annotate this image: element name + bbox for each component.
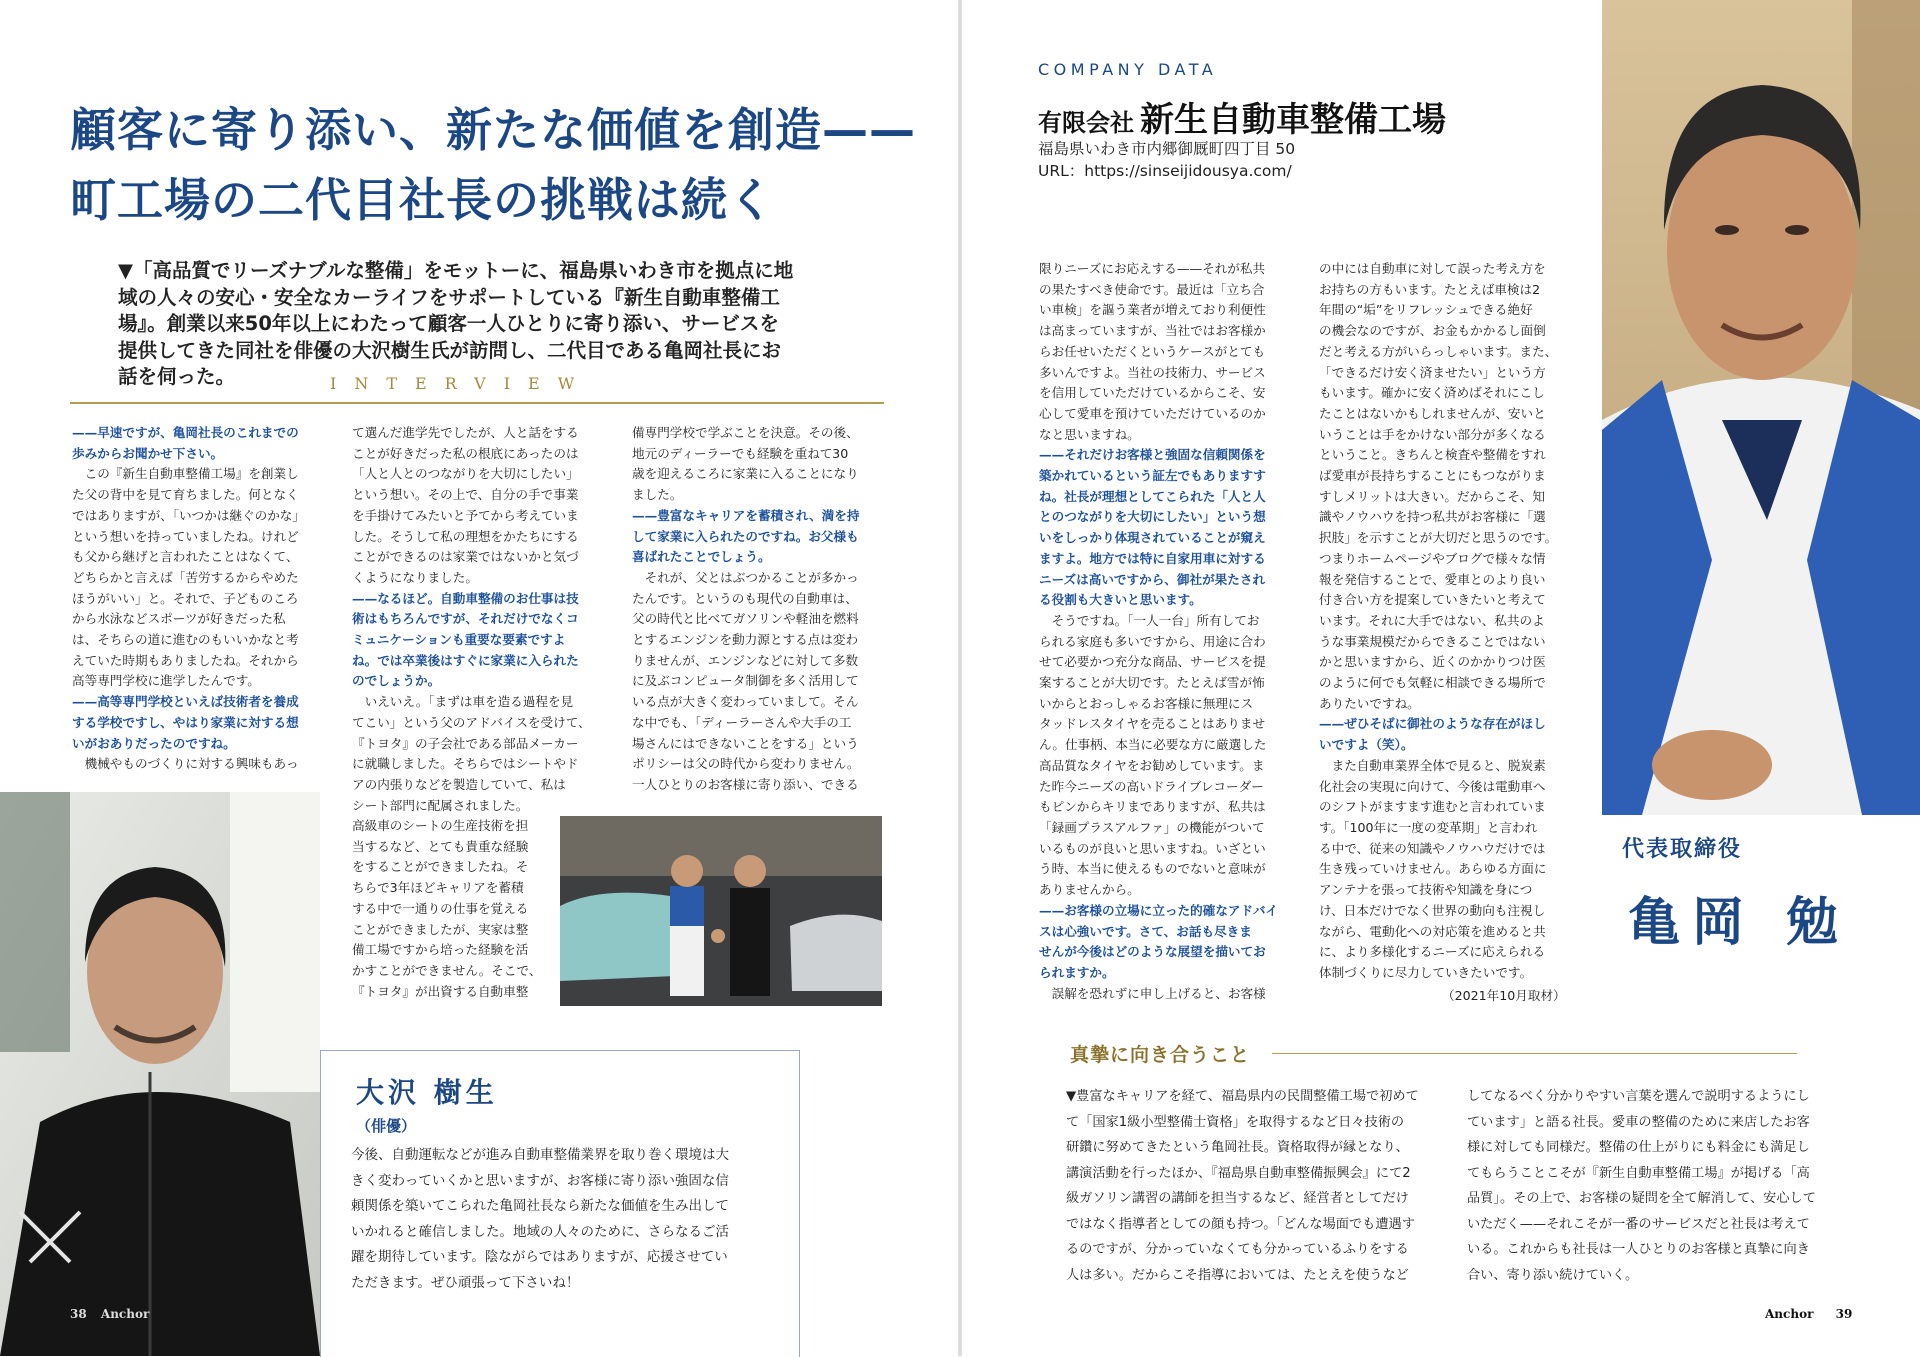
- text-line: 「できるだけ安く済ませたい」という方: [1319, 364, 1546, 380]
- text-line: 「人と人とのつながりを大切にしたい」: [352, 466, 579, 482]
- summary-column-1: [1066, 1084, 1419, 1288]
- interviewer-question-line: いをしっかり体現されていることが窺え: [1039, 530, 1266, 546]
- interviewer-question-line: ——高等専門学校といえば技術者を養成: [72, 694, 299, 710]
- text-line: ほうがいい」と。それで、子どものころ: [72, 590, 299, 606]
- company-address: 福島県いわき市内郷御厩町四丁目 50: [1038, 140, 1296, 158]
- company-main-name: 新生自動車整備工場: [1140, 100, 1446, 140]
- interviewer-question-line: する学校ですし、やはり家業に対する想: [72, 714, 299, 730]
- interviewer-question-line: 歩みからお聞かせ下さい。: [72, 445, 224, 461]
- text-line: アンテナを張って技術や知識を身につ: [1319, 882, 1533, 898]
- text-line: した。そうして私の理想をかたちにする: [352, 528, 579, 544]
- text-line: いただく——それこそが一番のサービスだと社長は考えて: [1467, 1216, 1810, 1232]
- folio-right: [1765, 1307, 1852, 1321]
- section-rule: [1272, 1053, 1797, 1054]
- text-line: いかれると確信しました。地域の人々のために、さらなるご活: [351, 1223, 729, 1240]
- text-line: は、そちらの道に進むのもいいかなと考: [72, 632, 299, 648]
- text-line: そうですね。「一人一台」所有してお: [1039, 612, 1260, 628]
- text-line: 年間の“垢”をリフレッシュできる絶好: [1319, 302, 1533, 318]
- text-line: う時、本当に使えるものでないと意味が: [1039, 861, 1266, 877]
- text-line: てもらうことこそが『新生自動車整備工場』が掲げる「高: [1467, 1165, 1810, 1181]
- text-line: 体制づくりに尽力していきたいです。: [1319, 964, 1533, 980]
- text-line: ことが好きだった私の根底にあったのは: [352, 445, 579, 461]
- text-line: ありたいですね。: [1319, 695, 1420, 711]
- text-line: 機械やものづくりに対する興味もあっ: [72, 756, 299, 772]
- text-line: い車検」を謳う業者が増えており利便性: [1039, 302, 1266, 318]
- interviewer-question-line: ——なるほど。自動車整備のお仕事は技: [352, 590, 579, 606]
- text-line: た父の背中を見て育ちました。何となく: [72, 487, 299, 503]
- interviewer-question-line: 築かれているという証左でもありますす: [1039, 468, 1266, 484]
- page-number-right: 39: [1835, 1307, 1853, 1321]
- interview-column-1: [72, 423, 305, 775]
- text-line: 頼関係を築いてこられた亀岡社長なら新たな価値を生み出して: [351, 1198, 729, 1214]
- text-line: られる家庭も多いですから、用途に合わ: [1039, 633, 1266, 649]
- interviewer-question-line: ね。社長が理想としてこられた「人と人: [1039, 488, 1266, 504]
- text-line: お持ちの方もいます。たとえば車検は2: [1319, 281, 1541, 297]
- text-line: は高まっていますが、当社ではお客様か: [1039, 323, 1266, 339]
- text-line: て「国家1級小型整備士資格」を取得するなど日々技術の: [1066, 1114, 1405, 1130]
- interviewer-question-line: せんが今後はどのような展望を描いてお: [1039, 944, 1266, 960]
- text-line: います。それに大手ではない、私共のよ: [1319, 612, 1545, 628]
- text-line: 「録画プラスアルファ」の機能がついて: [1039, 819, 1265, 835]
- company-name: [1038, 92, 1446, 141]
- text-line: 付き合い方を提案していきたいと考えて: [1319, 592, 1546, 608]
- text-line: 備工場ですから培った経験を活: [352, 942, 529, 958]
- summary-column-2: [1467, 1084, 1816, 1288]
- text-line: シート部門に配属されました。: [352, 797, 529, 813]
- text-line: 歳を迎えるころに家業に入ることになり: [632, 466, 859, 482]
- text-line: 高等専門学校に進学したんです。: [72, 673, 260, 689]
- text-line: くようになりました。: [352, 569, 478, 585]
- text-line: ことができるのは家業ではないかと気づ: [352, 549, 579, 565]
- text-line: すしメリットは大きい。だからこそ、知: [1319, 488, 1545, 504]
- text-line: 様に対しても同様だ。整備の仕上がりにも料金にも満足し: [1467, 1140, 1810, 1155]
- text-line: 誤解を恐れずに申し上げると、お客様: [1039, 985, 1266, 1001]
- text-line: だと考える方がいらっしゃいます。また、: [1319, 343, 1558, 359]
- text-line: に、より多様化するニーズに応えられる: [1319, 944, 1546, 960]
- text-line: たんです。というのも現代の自動車は、: [632, 590, 858, 606]
- interviewer-question-line: いですよ（笑）。: [1319, 737, 1414, 753]
- text-line: 場さんにはできないことをする」という: [632, 735, 859, 751]
- interviewer-question-line: ミュニケーションも重要な要素ですよ: [352, 632, 566, 648]
- text-line: それが、父とはぶつかることが多かっ: [632, 569, 859, 585]
- text-line: いる点が大きく変わっていまして。そん: [632, 694, 859, 710]
- lead-paragraph: ▼「高品質でリーズナブルな整備」をモットーに、福島県いわき市を拠点に地域の人々の安心・安全なカーライフをサポートしている『新生自動車整備工場』。創業以来50年以上にわたって顧客一人ひとりに寄り添い、サービスを提供してきた同社を俳優の大沢樹生氏が訪問し、二代目である亀岡社長にお話を伺った。: [118, 259, 794, 388]
- company-data-label: COMPANY DATA: [1038, 60, 1218, 79]
- text-line: なと思いますね。: [1039, 426, 1140, 442]
- folio-left: [70, 1307, 149, 1321]
- text-line: 父の時代と比べてガソリンや軽油を燃料: [632, 611, 859, 627]
- interviewer-question-line: ね。では卒業後はすぐに家業に入られた: [352, 652, 579, 668]
- text-line: るのですが、分かっていなくても分かっているふりをする: [1066, 1242, 1409, 1257]
- text-line: を信用していただけているからこそ、安: [1039, 385, 1266, 401]
- text-line: 当するなど、とても貴重な経験: [352, 838, 529, 854]
- text-line: 備専門学校で学ぶことを決意。その後、: [632, 425, 859, 440]
- interview-column-5: [1319, 259, 1557, 984]
- text-line: をすることができましたね。そ: [352, 859, 529, 875]
- handshake-photo: [560, 816, 882, 1006]
- text-line: に及ぶコンピュータ制御を多く活用して: [632, 673, 859, 689]
- company-prefix: 有限会社: [1038, 109, 1134, 137]
- interviewer-question-line: して家業に入られたのですね。お父様も: [632, 528, 859, 544]
- interviewer-question-line: 術はもちろんですが、それだけでなくコ: [352, 611, 579, 627]
- text-line: かと思いますから、近くのかかりつけ医: [1319, 654, 1546, 670]
- text-line: ▼豊富なキャリアを経て、福島県内の民間整備工場で初めて: [1066, 1089, 1419, 1104]
- text-line: の機会なのですが、お金もかかるし面倒: [1319, 323, 1546, 339]
- interview-column-3: [632, 423, 859, 796]
- text-line: てこい」という父のアドバイスを受けて、: [352, 714, 591, 730]
- text-line: 研鑽に努めてきたという亀岡社長。資格取得が縁となり、: [1066, 1140, 1409, 1155]
- interviewer-question-line: ——お客様の立場に立った的確なアドバイ: [1039, 902, 1279, 918]
- text-line: えていた時期もありましたね。それから: [72, 652, 299, 668]
- text-line: 『トヨタ』の子会社である部品メーカー: [352, 735, 579, 751]
- text-line: 多いんですよ。当社の技術力、サービス: [1039, 364, 1266, 380]
- page-number-left: 38: [70, 1307, 87, 1321]
- text-line: らお任せいただくというケースがとても: [1039, 343, 1266, 359]
- text-line: 合い、寄り添い続けていく。: [1467, 1267, 1639, 1283]
- text-line: もピンからキリまでありますが、私共は: [1039, 799, 1266, 815]
- headline-line-1: 顧客に寄り添い、新たな価値を創造——: [70, 103, 916, 157]
- interviewer-question-line: ——それだけお客様と強固な信頼関係を: [1039, 447, 1266, 463]
- text-line: いからとおっしゃるお客様に無理にス: [1039, 695, 1254, 711]
- text-line: 今後、自動運転などが進み自動車整備業界を取り巻く環境は大: [351, 1147, 729, 1163]
- text-line: ちらで3年ほどキャリアを蓄積: [352, 880, 524, 896]
- text-line: 報を発信することで、愛車とのより良い: [1319, 571, 1546, 587]
- text-line: のように何でも気軽に相談できる場所で: [1319, 675, 1546, 691]
- text-line: ありませんから。: [1039, 882, 1140, 898]
- interview-column-2-continued: [352, 816, 541, 1002]
- text-line: また自動車業界全体で見ると、脱炭素: [1319, 757, 1546, 773]
- interviewer-question-line: ——ぜひそばに御社のような存在がほし: [1319, 716, 1546, 732]
- text-line: この『新生自動車整備工場』を創業し: [72, 466, 299, 482]
- interviewer-question-line: スは心強いです。さて、お話も尽きま: [1039, 923, 1252, 939]
- text-line: ん。仕事柄、本当に必要な方に厳選した: [1039, 737, 1267, 753]
- text-line: いる。これからも社長は一人ひとりのお客様と真摯に向き: [1467, 1242, 1810, 1257]
- text-line: ただきます。ぜひ頑張って下さいね！: [351, 1274, 580, 1291]
- text-line: 限りニーズにお応えする——それが私共: [1039, 261, 1266, 276]
- ceo-portrait-photo: [1602, 0, 1920, 815]
- text-line: きく変わっていくかと思いますが、お客様に寄り添い強固な信: [351, 1172, 729, 1189]
- text-line: ことができましたが、実家は整: [352, 921, 529, 937]
- text-line: ました。: [632, 487, 683, 503]
- text-line: 級ガソリン講習の講師を担当するなど、経営者としてだけ: [1066, 1191, 1409, 1206]
- magazine-name-right: Anchor: [1765, 1307, 1814, 1321]
- text-line: も父から継げと言われたことはなくて、: [72, 549, 299, 565]
- ceo-role-title: 代表取締役: [1622, 837, 1743, 862]
- interviewer-question-line: いがおありだったのですね。: [72, 735, 236, 751]
- text-line: 心して愛車を預けていただけているのか: [1039, 405, 1266, 421]
- company-url[interactable]: URL：https://sinseijidousya.com/: [1038, 162, 1292, 180]
- text-line: 択肢」を示すことが大切だと思うのです。: [1319, 530, 1558, 546]
- text-line: いうことは手をかけない部分が多くなる: [1319, 426, 1546, 442]
- text-line: りませんが、エンジンなどに対して多数: [632, 652, 859, 668]
- left-page: [0, 0, 958, 1356]
- text-line: 品質」。その上で、お客様の疑問を全て解消して、安心して: [1467, 1191, 1816, 1206]
- actor-name: 大沢 樹生: [356, 1076, 498, 1109]
- interviewer-question-line: ニーズは高いですから、御社が果たされ: [1039, 571, 1266, 587]
- text-line: る中で、従来の知識やノウハウだけでは: [1319, 840, 1546, 856]
- text-line: を手掛けてみたいと予てから考えていま: [352, 507, 579, 523]
- actor-role: （俳優）: [356, 1117, 417, 1135]
- text-line: 『トヨタ』が出資する自動車整: [352, 983, 529, 999]
- right-page: [962, 0, 1920, 1356]
- text-line: の果たすべき使命です。最近は「立ち合: [1039, 281, 1265, 297]
- text-line: 高品質なタイヤをお勧めしています。ま: [1039, 757, 1265, 773]
- text-line: という想いを持っていましたね。けれど: [72, 528, 299, 544]
- text-line: から水泳などスポーツが好きだった私: [72, 611, 286, 627]
- interview-column-2: [352, 423, 591, 816]
- text-line: ではありますが、「いつかは継ぐのかな」: [72, 507, 305, 523]
- text-line: 人は多い。だからこそ指導においては、たとえを使うなど: [1066, 1267, 1409, 1283]
- text-line: する中で一通りの仕事を覚える: [352, 900, 529, 916]
- text-line: のシフトがますます進むと言われていま: [1319, 799, 1546, 815]
- text-line: 地元のディーラーでも経験を重ねて30: [632, 445, 849, 461]
- text-line: もいます。確かに安く済めばそれにこし: [1319, 385, 1545, 401]
- interviewer-question-line: られますか。: [1039, 964, 1115, 980]
- text-line: タッドレスタイヤを売ることはありませ: [1039, 716, 1266, 732]
- text-line: という想い。その上で、自分の手で事業: [352, 487, 579, 503]
- interview-label: INTERVIEW: [330, 374, 593, 393]
- text-line: いえいえ。「まずは車を造る過程を見: [352, 694, 574, 710]
- interview-column-4: [1039, 259, 1278, 1004]
- interviewer-question-line: る役割も大きいと思います。: [1039, 592, 1202, 608]
- text-line: 高級車のシートの生産技術を担: [352, 818, 529, 833]
- text-line: け、日本だけでなく世界の動向も注視し: [1319, 902, 1546, 918]
- text-line: ポリシーは父の時代から変わりません。: [632, 756, 860, 772]
- text-line: た昨今ニーズの高いドライブレコーダー: [1039, 778, 1264, 794]
- text-line: ということ。きちんと検査や整備をすれ: [1319, 447, 1546, 463]
- text-line: ています」と語る社長。愛車の整備のために来店したお客: [1467, 1114, 1810, 1130]
- interviewer-question-line: ——豊富なキャリアを蓄積され、満を持: [632, 507, 860, 523]
- text-line: ながら、電動化への対応策を進めると共: [1319, 923, 1546, 939]
- interviewer-question-line: 喜ばれたことでしょう。: [632, 549, 771, 565]
- text-line: 案することが大切です。たとえば雪が怖: [1039, 675, 1265, 691]
- interviewer-question-line: ——早速ですが、亀岡社長のこれまでの: [72, 425, 299, 440]
- actor-profile-box: [320, 1050, 800, 1357]
- interview-date: （2021年10月取材）: [1442, 988, 1566, 1003]
- headline-line-2: 町工場の二代目社長の挑戦は続く: [70, 173, 775, 227]
- text-line: かすことができません。そこで、: [352, 962, 542, 978]
- text-line: 化社会の実現に向けて、今後は電動車へ: [1319, 778, 1546, 794]
- text-line: いるものが良いと思いますね。いざとい: [1039, 840, 1266, 856]
- text-line: 講演活動を行ったほか、『福島県自動車整備振興会』にて2: [1066, 1165, 1411, 1181]
- text-line: たことはないかもしれませんが、安いと: [1319, 405, 1546, 421]
- text-line: ば愛車が長持ちすることにもつながりま: [1319, 468, 1546, 484]
- text-line: す。「100年に一度の変革期」と言われ: [1319, 819, 1538, 835]
- actor-portrait-photo: [0, 792, 320, 1356]
- section-heading: 真摯に向き合うこと: [1070, 1044, 1251, 1066]
- text-line: の中には自動車に対して誤った考え方を: [1319, 261, 1546, 276]
- text-line: て選んだ進学先でしたが、人と話をする: [352, 425, 579, 440]
- text-line: うな事業規模だからできることではない: [1319, 633, 1546, 649]
- text-line: 一人ひとりのお客様に寄り添い、できる: [632, 776, 859, 792]
- interview-rule: [70, 402, 884, 404]
- interviewer-question-line: のでしょうか。: [352, 673, 441, 689]
- article-headline: [70, 95, 916, 235]
- text-line: してなるべく分かりやすい言葉を選んで説明するようにし: [1467, 1089, 1810, 1104]
- magazine-name-left: Anchor: [100, 1307, 150, 1321]
- text-line: どちらかと言えば「苦労するからやめた: [72, 569, 299, 585]
- text-line: とするエンジンを動力源とする点は変わ: [632, 632, 859, 648]
- ceo-name: 亀岡 勉: [1628, 892, 1851, 953]
- text-line: 生き残っていけません。あらゆる方面に: [1319, 861, 1547, 877]
- text-line: つまりホームページやブログで様々な情: [1319, 550, 1546, 566]
- text-line: に就職しました。そちらではシートやド: [352, 756, 579, 772]
- text-line: ではなく指導者としての顔も持つ。「どんな場面でも遭遇す: [1066, 1216, 1415, 1232]
- text-line: 識やノウハウを持つ私共がお客様に「選: [1319, 509, 1546, 525]
- actor-comment: [351, 1143, 776, 1296]
- text-line: せて必要かつ充分な商品、サービスを提: [1039, 654, 1266, 670]
- text-line: 躍を期待しています。陰ながらではありますが、応援させてい: [351, 1249, 728, 1265]
- text-line: な中でも、「ディーラーさんや大手の工: [632, 714, 852, 730]
- text-line: アの内張りなどを製造していて、私は: [352, 776, 566, 792]
- interviewer-question-line: ますよ。地方では特に自家用車に対する: [1039, 550, 1266, 566]
- interviewer-question-line: とのつながりを大切にしたい」という想: [1039, 509, 1266, 525]
